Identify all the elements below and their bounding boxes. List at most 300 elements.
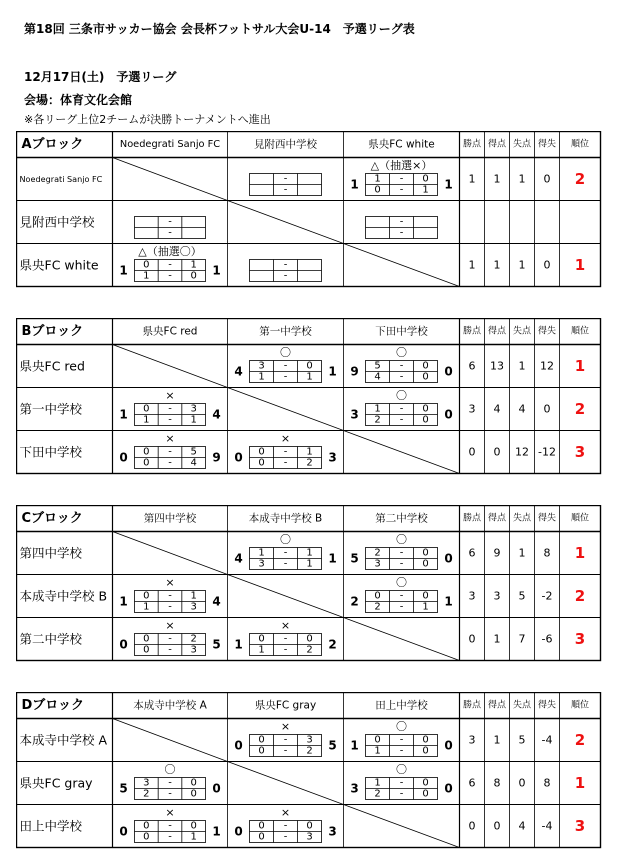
rank-value: 1 [574,357,586,375]
match-r3-c1-first-half: - [168,446,172,458]
match-r1-c3-second-half: 4 [374,371,381,383]
match-r1-c3-second-half: - [399,184,404,196]
goal-diff-value: 0 [543,402,551,416]
match-r1-c3-goals-for: 1 [350,738,359,753]
league-block-a [16,131,616,291]
match-r2-c3-second-half: - [399,227,404,239]
match-r1-c2-goals-for: 0 [234,738,243,753]
match-r2-c3-result-mark: 〇 [396,389,407,402]
match-r1-c2-first-half: 3 [306,734,313,746]
match-r3-c1-goals-for: 0 [119,450,128,465]
match-r1-c3-second-half: 1 [422,184,429,196]
match-r3-c2-second-half: 0 [258,457,265,469]
header-team-1: Noedegrati Sanjo FC [119,139,221,150]
match-r3-c2-first-half: 0 [258,446,265,458]
match-r3-c1-second-half: 1 [190,831,197,843]
match-r2-c1-first-half: 3 [190,403,197,415]
points-value: 0 [468,819,476,833]
match-r3-c2-second-half: - [283,457,288,469]
match-r1-c3-result-mark: 〇 [396,346,407,359]
match-r2-c3-second-half: 2 [374,788,381,800]
match-r3-c1-second-half: 4 [190,457,197,469]
match-r1-c2-goals-against: 1 [328,364,337,379]
match-r1-c3-result-mark: 〇 [396,533,407,546]
match-r1-c3-second-half: 3 [374,558,381,570]
header-stat-5: 順位 [570,326,590,337]
match-r1-c3-goals-against: 0 [444,551,453,566]
match-r3-c1-second-half: 0 [143,457,150,469]
match-r1-c2-first-half: 1 [306,547,313,559]
note-line: ※各リーグ上位2チームが決勝トーナメントへ進出 [24,113,271,126]
header-team-2: 本成寺中学校 B [248,512,323,525]
points-value: 0 [468,445,476,459]
header-team-3: 県央FC white [368,138,435,151]
match-r2-c3-result-mark: 〇 [396,763,407,776]
match-r3-c1-goals-against: 5 [212,637,221,652]
header-stat-3: 失点 [512,700,532,711]
match-r3-c2-first-half: 0 [306,633,313,645]
goals-against-value: 5 [518,589,526,603]
match-r2-c3-first-half: - [399,216,404,228]
match-r3-c2-goals-against: 2 [328,637,337,652]
header-team-2: 第一中学校 [259,325,312,338]
header-stat-5: 順位 [570,139,590,150]
match-r3-c1-result-mark: △（抽選〇） [138,245,202,258]
match-r1-c2-second-half: - [283,184,288,196]
match-r2-c3-second-half: 2 [374,601,381,613]
match-r2-c1-second-half: - [168,788,172,800]
match-r2-c1-first-half: 0 [190,777,197,789]
match-r1-c3-first-half: 0 [422,360,429,372]
goals-for-value: 0 [493,445,501,459]
match-r1-c3-first-half: - [399,360,404,372]
match-r2-c1-first-half: - [168,590,172,602]
row-team-1: 本成寺中学校 A [19,732,108,748]
match-r1-c2-second-half: - [283,558,288,570]
match-r3-c2-second-half: - [283,644,288,656]
rank-value: 1 [574,256,586,274]
row-team-2: 見附西中学校 [19,214,95,230]
match-r2-c3-goals-against: 0 [444,781,453,796]
match-r3-c2-first-half: 1 [306,446,313,458]
goals-for-value: 9 [493,546,501,560]
match-r3-c2-first-half: 0 [258,633,265,645]
rank-value: 3 [574,630,586,648]
match-r2-c1-second-half: - [168,227,172,239]
match-r2-c3-second-half: - [399,788,404,800]
match-r1-c2-second-half: 1 [258,371,265,383]
points-value: 0 [468,632,476,646]
points-value: 3 [468,402,476,416]
match-r1-c2-first-half: 1 [258,547,265,559]
match-r2-c3-goals-against: 1 [444,594,453,609]
goals-against-value: 4 [518,402,526,416]
match-r2-c1-goals-for: 5 [119,781,128,796]
match-r3-c1-first-half: - [168,633,172,645]
row-team-3: 田上中学校 [19,818,83,834]
match-r1-c3-goals-against: 0 [444,364,453,379]
header-stat-1: 勝点 [462,139,482,150]
match-r1-c2-first-half: - [283,547,288,559]
header-stat-3: 失点 [512,139,532,150]
match-r1-c3-goals-for: 5 [350,551,359,566]
header-stat-3: 失点 [512,513,532,524]
match-r1-c3-goals-for: 1 [350,177,359,192]
match-r3-c2-second-half: - [283,270,288,282]
header-team-2: 県央FC gray [254,699,317,712]
match-r1-c3-second-half: 1 [374,745,381,757]
match-r2-c1-second-half: 2 [143,788,150,800]
match-r3-c1-goals-against: 1 [212,824,221,839]
match-r2-c3-first-half: - [399,403,404,415]
match-r1-c3-goals-against: 0 [444,738,453,753]
match-r2-c3-first-half: - [399,590,404,602]
header-stat-2: 得点 [487,513,507,524]
block-name: Bブロック [21,324,84,339]
rank-value: 2 [574,400,586,418]
header-stat-3: 失点 [512,326,532,337]
match-r3-c2-result-mark: × [280,806,291,819]
header-team-1: 県央FC red [142,325,198,338]
header-team-1: 第四中学校 [143,512,197,525]
header-stat-4: 得失 [537,326,557,337]
match-r3-c2-goals-for: 0 [234,824,243,839]
block-name: Cブロック [21,511,83,526]
header-stat-5: 順位 [570,513,590,524]
goal-diff-value: -4 [541,733,553,747]
match-r1-c3-second-half: 0 [422,745,429,757]
points-value: 1 [468,172,476,186]
match-r1-c2-first-half: 0 [258,734,265,746]
match-r1-c3-second-half: 0 [422,371,429,383]
match-r3-c2-second-half: 0 [258,831,265,843]
block-name: Dブロック [21,698,85,713]
match-r3-c1-second-half: 3 [190,644,197,656]
match-r2-c3-second-half: 2 [374,414,381,426]
points-value: 6 [468,359,476,373]
match-r3-c1-goals-for: 0 [119,824,128,839]
row-team-2: 第一中学校 [19,401,83,417]
rank-value: 2 [574,731,586,749]
row-team-1: 第四中学校 [19,545,83,561]
match-r1-c2-second-half: 1 [306,371,313,383]
rank-value: 2 [574,587,586,605]
match-r2-c1-goals-against: 4 [212,594,221,609]
goal-diff-value: -6 [541,632,553,646]
header-stat-1: 勝点 [462,700,482,711]
points-value: 6 [468,546,476,560]
match-r3-c1-first-half: - [168,820,172,832]
match-r3-c1-first-half: 0 [190,820,197,832]
match-r1-c2-second-half: - [283,745,288,757]
league-block-b [16,318,616,478]
match-r3-c1-result-mark: × [165,619,175,632]
match-r2-c1-first-half: 1 [190,590,197,602]
match-r3-c1-first-half: 0 [143,446,150,458]
goal-diff-value: 8 [543,776,551,790]
row-team-3: 第二中学校 [19,631,83,647]
match-r1-c3-second-half: - [399,745,404,757]
goals-against-value: 1 [518,172,526,186]
match-r1-c2-first-half: - [283,360,288,372]
match-r1-c3-first-half: 0 [422,547,429,559]
row-team-2: 県央FC gray [19,775,93,791]
goals-against-value: 7 [518,632,526,646]
match-r1-c2-second-half: 3 [258,558,265,570]
match-r3-c1-goals-for: 0 [119,637,128,652]
match-r1-c2-result-mark: × [280,720,291,733]
match-r1-c3-second-half: 0 [422,558,429,570]
match-r2-c3-first-half: 0 [422,590,429,602]
match-r1-c2-second-half: 0 [258,745,265,757]
points-value: 3 [468,589,476,603]
match-r2-c3-first-half: - [399,777,404,789]
league-block-c [16,505,616,665]
match-r1-c3-second-half: - [399,371,404,383]
match-r3-c1-first-half: 0 [143,820,150,832]
match-r3-c1-first-half: 1 [190,259,197,271]
match-r3-c2-first-half: - [283,446,288,458]
goal-diff-value: 8 [543,546,551,560]
match-r2-c1-second-half: 1 [190,414,197,426]
match-r2-c1-second-half: 1 [143,414,150,426]
goals-against-value: 0 [518,776,526,790]
match-r3-c1-second-half: - [168,644,172,656]
match-r3-c2-result-mark: × [280,432,291,445]
match-r2-c1-first-half: 0 [143,590,150,602]
match-r1-c3-first-half: 1 [374,173,381,185]
match-r2-c3-goals-against: 0 [444,407,453,422]
match-r2-c1-first-half: - [168,403,172,415]
match-r2-c3-first-half: 0 [422,403,429,415]
row-team-1: Noedegrati Sanjo FC [19,174,103,184]
match-r2-c1-goals-against: 4 [212,407,221,422]
match-r3-c2-goals-for: 1 [234,637,243,652]
match-r2-c1-first-half: 3 [143,777,150,789]
match-r3-c2-first-half: 0 [306,820,313,832]
match-r1-c2-second-half: 2 [306,745,313,757]
match-r2-c3-second-half: 0 [422,414,429,426]
goals-for-value: 1 [493,632,501,646]
match-r2-c3-second-half: - [399,414,404,426]
header-stat-4: 得失 [537,513,557,524]
goals-for-value: 13 [490,359,504,373]
points-value: 6 [468,776,476,790]
match-r3-c2-goals-against: 3 [328,450,337,465]
match-r3-c1-goals-against: 1 [212,263,221,278]
points-value: 1 [468,258,476,272]
header-stat-2: 得点 [487,139,507,150]
match-r1-c2-second-half: 1 [306,558,313,570]
match-r2-c1-first-half: 0 [143,403,150,415]
match-r2-c3-first-half: 1 [374,777,381,789]
match-r3-c2-first-half: - [283,259,288,271]
goal-diff-value: 0 [543,172,551,186]
goals-for-value: 4 [493,402,501,416]
row-team-3: 県央FC white [19,257,99,273]
match-r1-c3-first-half: 0 [374,734,381,746]
match-r1-c2-goals-against: 1 [328,551,337,566]
match-r3-c1-first-half: 2 [190,633,197,645]
header-stat-4: 得失 [537,700,557,711]
goal-diff-value: 0 [543,258,551,272]
header-stat-2: 得点 [487,700,507,711]
match-r1-c3-first-half: 2 [374,547,381,559]
match-r3-c1-goals-for: 1 [119,263,128,278]
match-r1-c2-first-half: - [283,734,288,746]
goal-diff-value: -2 [541,589,553,603]
match-r1-c3-result-mark: △（抽選×） [370,159,433,172]
match-r3-c1-second-half: 0 [190,270,197,282]
goals-for-value: 8 [493,776,501,790]
match-r1-c3-goals-for: 9 [350,364,359,379]
goals-for-value: 1 [493,733,501,747]
match-r1-c2-goals-for: 4 [234,364,243,379]
match-r2-c3-second-half: 0 [422,788,429,800]
match-r2-c3-second-half: - [399,601,404,613]
row-team-3: 下田中学校 [19,444,83,460]
match-r3-c1-second-half: - [168,831,172,843]
rank-value: 1 [574,774,586,792]
match-r3-c1-second-half: 0 [143,644,150,656]
match-r2-c3-goals-for: 3 [350,781,359,796]
match-r3-c1-result-mark: × [165,806,175,819]
match-r1-c2-result-mark: 〇 [280,346,291,359]
match-r1-c2-goals-against: 5 [328,738,337,753]
match-r1-c3-first-half: - [399,173,404,185]
match-r1-c2-first-half: - [283,173,288,185]
match-r1-c2-result-mark: 〇 [280,533,291,546]
page-title: 第18回 三条市サッカー協会 会長杯フットサル大会U-14 予選リーグ表 [24,22,415,36]
match-r3-c1-first-half: - [168,259,172,271]
match-r3-c1-second-half: - [168,270,172,282]
block-name: Aブロック [21,137,84,152]
match-r2-c3-first-half: 0 [422,777,429,789]
goals-for-value: 3 [493,589,501,603]
match-r3-c1-second-half: 0 [143,831,150,843]
goals-against-value: 4 [518,819,526,833]
match-r2-c1-second-half: - [168,414,172,426]
header-stat-5: 順位 [570,700,590,711]
match-r1-c2-first-half: 0 [306,360,313,372]
table-frame [17,132,601,287]
match-r3-c1-goals-against: 9 [212,450,221,465]
match-r2-c1-goals-for: 1 [119,407,128,422]
match-r3-c1-first-half: 0 [143,633,150,645]
match-r2-c1-second-half: 0 [190,788,197,800]
match-r2-c1-goals-for: 1 [119,594,128,609]
match-r1-c3-first-half: 0 [422,173,429,185]
match-r2-c3-goals-for: 3 [350,407,359,422]
match-r2-c3-first-half: 1 [374,403,381,415]
match-r3-c2-first-half: - [283,633,288,645]
header-team-3: 田上中学校 [375,699,428,712]
header-team-3: 下田中学校 [375,325,428,338]
rank-value: 3 [574,443,586,461]
match-r1-c3-first-half: - [399,547,404,559]
match-r3-c1-result-mark: × [165,432,175,445]
match-r1-c3-first-half: - [399,734,404,746]
header-team-2: 見附西中学校 [254,138,317,151]
league-block-d [16,692,616,852]
match-r2-c3-goals-for: 2 [350,594,359,609]
match-r3-c2-result-mark: × [280,619,291,632]
goals-against-value: 1 [518,359,526,373]
header-team-1: 本成寺中学校 A [133,699,207,712]
match-r1-c3-goals-against: 1 [444,177,453,192]
match-r3-c2-second-half: 2 [306,644,313,656]
goals-against-value: 5 [518,733,526,747]
match-r3-c2-first-half: - [283,820,288,832]
match-r1-c3-first-half: 0 [422,734,429,746]
header-stat-1: 勝点 [462,513,482,524]
rank-value: 2 [574,170,586,188]
match-r1-c2-goals-for: 4 [234,551,243,566]
match-r3-c2-second-half: 1 [258,644,265,656]
match-r1-c2-second-half: - [283,371,288,383]
goals-against-value: 1 [518,258,526,272]
points-value: 3 [468,733,476,747]
match-r3-c2-second-half: 2 [306,457,313,469]
header-team-3: 第二中学校 [375,512,428,525]
match-r3-c2-first-half: 0 [258,820,265,832]
match-r3-c1-second-half: - [168,457,172,469]
match-r3-c1-first-half: 0 [143,259,150,271]
row-team-1: 県央FC red [19,358,85,374]
goals-against-value: 1 [518,546,526,560]
goals-against-value: 12 [515,445,529,459]
match-r3-c2-goals-against: 3 [328,824,337,839]
match-r2-c1-result-mark: 〇 [164,763,176,776]
match-r2-c1-result-mark: × [165,389,175,402]
goal-diff-value: -4 [541,819,553,833]
match-r1-c3-second-half: 0 [374,184,381,196]
match-r2-c1-goals-against: 0 [212,781,221,796]
header-stat-4: 得失 [537,139,557,150]
match-r1-c3-second-half: - [399,558,404,570]
goals-for-value: 1 [493,258,501,272]
date-line: 12月17日(土) 予選リーグ [24,70,177,84]
row-team-2: 本成寺中学校 B [19,588,108,604]
match-r2-c3-result-mark: 〇 [396,576,407,589]
match-r2-c1-second-half: 1 [143,601,150,613]
match-r2-c3-first-half: 0 [374,590,381,602]
match-r1-c3-first-half: 5 [374,360,381,372]
goal-diff-value: -12 [538,445,556,459]
match-r2-c1-result-mark: × [165,576,175,589]
rank-value: 3 [574,817,586,835]
venue-line: 会場：体育文化会館 [24,93,133,107]
match-r1-c3-result-mark: 〇 [396,720,407,733]
header-stat-2: 得点 [487,326,507,337]
match-r2-c1-first-half: - [168,216,172,228]
match-r1-c2-first-half: 3 [258,360,265,372]
match-r3-c2-second-half: - [283,831,288,843]
match-r3-c2-goals-for: 0 [234,450,243,465]
match-r2-c1-first-half: - [168,777,172,789]
goals-for-value: 1 [493,172,501,186]
header-stat-1: 勝点 [462,326,482,337]
goals-for-value: 0 [493,819,501,833]
rank-value: 1 [574,544,586,562]
match-r2-c1-second-half: 3 [190,601,197,613]
match-r3-c2-second-half: 3 [306,831,313,843]
match-r2-c1-second-half: - [168,601,172,613]
match-r2-c3-second-half: 1 [422,601,429,613]
match-r3-c1-second-half: 1 [143,270,150,282]
match-r3-c1-first-half: 5 [190,446,197,458]
goal-diff-value: 12 [540,359,554,373]
